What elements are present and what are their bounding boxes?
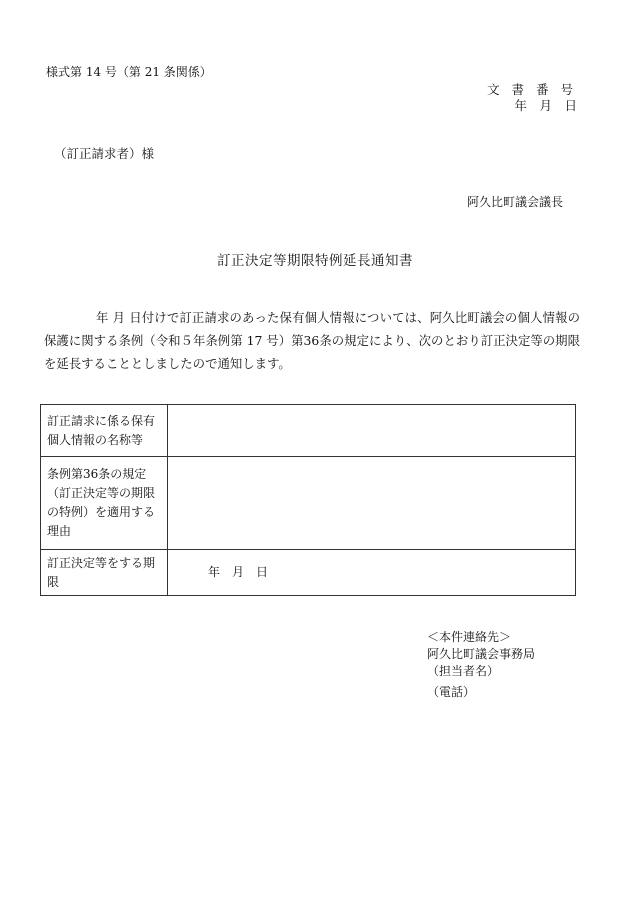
table-row-label: 条例第36条の規定（訂正決定等の期限の特例）を適用する理由 <box>41 457 168 550</box>
addressee: （訂正請求者）様 <box>54 146 155 161</box>
document-title: 訂正決定等期限特例延長通知書 <box>217 253 413 269</box>
issuer: 阿久比町議会議長 <box>466 195 563 209</box>
table-row-value <box>168 457 576 550</box>
contact-heading: ＜本件連絡先＞ <box>427 630 512 644</box>
document-number-label: 文 書 番 号 <box>487 82 577 97</box>
table-row <box>41 457 576 550</box>
contact-phone: （電話） <box>427 685 476 699</box>
info-table <box>40 404 576 596</box>
table-row-label: 訂正決定等をする期限 <box>41 550 168 596</box>
form-number: 様式第 14 号（第 21 条関係） <box>46 65 212 79</box>
document-date: 年 月 日 <box>514 98 577 113</box>
contact-office: 阿久比町議会事務局 <box>427 647 536 661</box>
body-text: 年 月 日付けで訂正請求のあった保有個人情報については、阿久比町議会の個人情報の保護に関する条例（令和５年条例第 17 号）第36条の規定により、次のとおり訂正決定等の期限を延長することとしましたので通知します。 <box>44 310 580 371</box>
deadline-value: 年 月 日 <box>168 550 576 596</box>
contact-person: （担当者名） <box>427 664 500 678</box>
table-row <box>41 550 576 596</box>
table-row-value <box>168 405 576 457</box>
table-row-label: 訂正請求に係る保有個人情報の名称等 <box>41 405 168 457</box>
contact-block <box>427 629 535 701</box>
table-row <box>41 405 576 457</box>
